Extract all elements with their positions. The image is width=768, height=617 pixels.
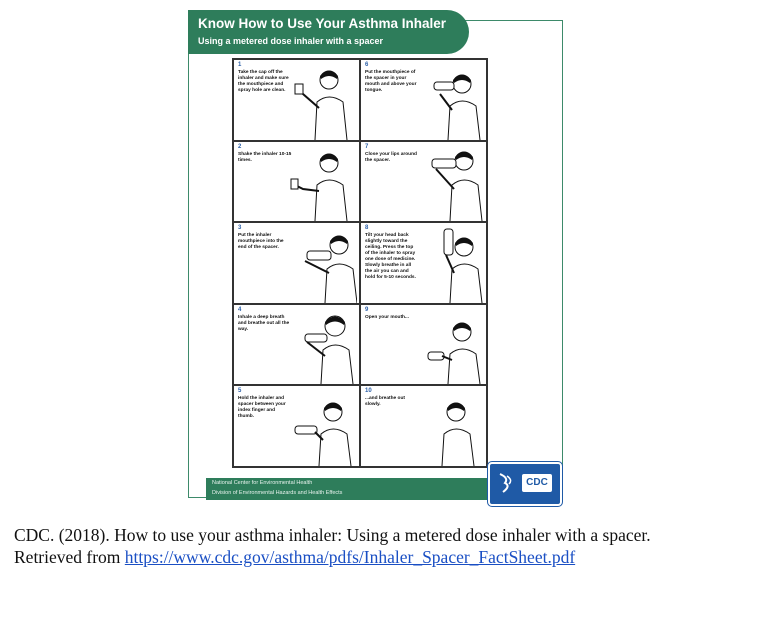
step-cell [360, 304, 487, 386]
step-number: 3 [238, 225, 242, 232]
step-text: Take the cap off the inhaler and make sure the mouthpiece and spray hole are clean. [238, 70, 289, 93]
title-banner [188, 10, 469, 54]
citation-line-2 [14, 546, 754, 568]
cdc-logo-text: CDC [522, 474, 552, 492]
person-illustration-icon [412, 308, 484, 384]
step-cell [360, 59, 487, 141]
citation [14, 524, 754, 568]
step-cell [233, 385, 360, 467]
footer-line-2: Division of Environmental Hazards and Health Effects [212, 490, 343, 496]
poster-subtitle: Using a metered dose inhaler with a spacer [198, 36, 384, 46]
step-text: ...and breathe out slowly. [365, 396, 405, 408]
step-cell [233, 59, 360, 141]
step-cell [360, 222, 487, 304]
citation-line-1: CDC. (2018). How to use your asthma inhaler: Using a metered dose inhaler with a spacer. [14, 525, 651, 545]
step-text: Put the inhaler mouthpiece into the end of the spacer. [238, 233, 284, 251]
step-number: 10 [365, 388, 372, 395]
source-link[interactable]: https://www.cdc.gov/asthma/pdfs/Inhaler_Spacer_FactSheet.pdf [124, 547, 576, 567]
step-number: 5 [238, 388, 242, 395]
step-cell [233, 141, 360, 223]
person-illustration-icon [285, 145, 357, 221]
person-illustration-icon [285, 64, 357, 140]
step-text: Open your mouth... [365, 314, 409, 320]
person-illustration-icon [285, 227, 357, 303]
step-text: Inhale a deep breath and breathe out all the way. [238, 314, 290, 332]
fact-sheet-image [188, 10, 564, 500]
step-number: 7 [365, 143, 369, 150]
poster-title: Know How to Use Your Asthma Inhaler [198, 16, 447, 31]
step-number: 8 [365, 225, 369, 232]
step-cell [360, 385, 487, 467]
step-number: 9 [365, 306, 369, 313]
person-illustration-icon [412, 145, 484, 221]
step-cell [233, 222, 360, 304]
step-cell [233, 304, 360, 386]
step-number: 1 [238, 62, 242, 68]
person-illustration-icon [412, 64, 484, 140]
steps-grid [232, 58, 488, 468]
step-text: Put the mouthpiece of the spacer in your mouth and above your tongue. [365, 70, 417, 93]
cdc-logo [488, 462, 562, 506]
person-illustration-icon [412, 390, 484, 466]
step-cell [360, 141, 487, 223]
person-illustration-icon [285, 308, 357, 384]
step-text: Hold the inhaler and spacer between your index finger and thumb. [238, 396, 286, 420]
step-number: 6 [365, 62, 369, 68]
step-text: Shake the inhaler 10-15 times. [238, 151, 292, 163]
hhs-eagle-icon [497, 472, 515, 494]
person-illustration-icon [412, 227, 484, 303]
step-text: Tilt your head back slightly toward the ceiling. Press the top of the inhaler to spray one dose of medicine. Slowly breathe in all the air you can and hold for 5-10 seconds. [365, 233, 416, 281]
step-number: 2 [238, 143, 242, 150]
poster-footer [206, 478, 506, 500]
footer-line-1: National Center for Environmental Health [212, 480, 313, 486]
person-illustration-icon [285, 390, 357, 466]
step-number: 4 [238, 306, 242, 313]
step-text: Close your lips around the spacer. [365, 151, 417, 163]
retrieved-label: Retrieved from [14, 547, 125, 567]
